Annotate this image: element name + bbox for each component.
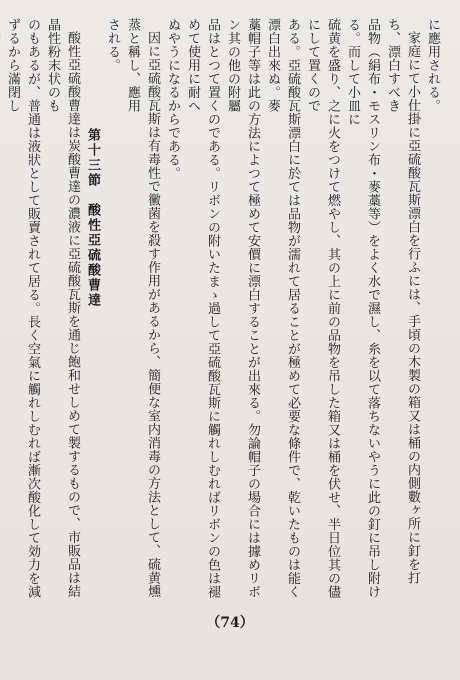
text-line: 品物（絹布・モスリン布・麥藁等）をよく水で濕し、糸を以て落ちないやうに此の釘に吊し附ける。而して小皿に	[345, 18, 380, 599]
text-line: ある。亞硫酸瓦斯漂白に於ては品物が濡れて居ることが極めて必要な條件で、乾いたものは能く漂白出來ぬ。麥	[265, 18, 300, 599]
text-line: 硫黄を盛り、之に火をつけて燃やし、其の上に前の品物を吊した箱又は桶を伏せ、半日位其の儘にして置くので	[305, 18, 340, 599]
text-line	[0, 18, 2, 603]
text-line: される。	[105, 18, 120, 72]
text-line: のもあるが、普通は液狀として販賣されて居る。長く空氣に觸れしむれば漸次酸化して効力を減ずるから滿閉し	[5, 18, 40, 599]
text-line: に應用される。	[425, 18, 440, 113]
text-line: 家庭にて小仕掛に亞硫酸瓦斯漂白を行ふには、手頃の木製の箱又は桶の内側數ヶ所に釘を打ち、漂白すべき	[385, 18, 420, 585]
text-line: 因に亞硫酸瓦斯は有毒性で黴菌を殺す作用があるから、簡便な室内消毒の方法として、硫黄燻蒸と稱し、應用	[125, 18, 160, 598]
page-number: （74）	[206, 615, 254, 631]
section-heading: 第十三節 酸性亞硫酸曹達	[85, 128, 100, 308]
text-line: 酸性亞硫酸曹達は炭酸曹達の濃液に亞硫酸瓦斯を通じ飽和せしめて製するもので、市販品は結晶性粉末状のも	[45, 18, 80, 598]
text-line: 藁帽子等は此の方法によつて極めて安價に漂白することが出來る。勿論帽子の場合には據めリボン其の他の附屬	[225, 18, 260, 599]
text-line: 品はとつて置くのである。リボンの附いたまゝ過して亞硫酸瓦斯に觸れしむればリボンの色は褪めて使用に耐へ	[185, 18, 220, 599]
text-line: ぬやうになるからである。	[165, 18, 180, 180]
vertical-text-block	[5, 18, 442, 603]
